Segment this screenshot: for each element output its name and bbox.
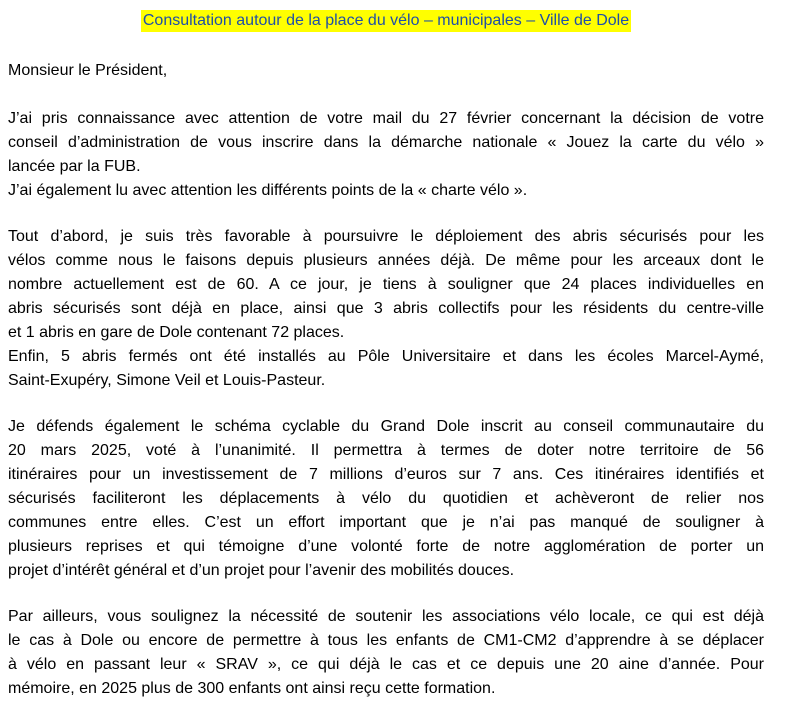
paragraph-associations [8,605,764,701]
text-line: Je défends également le schéma cyclable du Grand Dole inscrit au conseil communautaire du [8,418,764,435]
text-line: J’ai pris connaissance avec attention de votre mail du 27 février concernant la décision de votre [8,110,764,127]
text-line: Saint-Exupéry, Simone Veil et Louis-Pasteur. [8,372,326,389]
text-line: le cas à Dole ou encore de permettre à tous les enfants de CM1-CM2 d’apprendre à se déplacer [8,632,764,649]
text-line: abris sécurisés sont déjà en place, ainsi que 3 abris collectifs pour les résidents du centre-ville [8,300,764,317]
text-line: J’ai également lu avec attention les différents points de la « charte vélo ». [8,182,528,199]
text-line: lancée par la FUB. [8,158,141,175]
salutation: Monsieur le Président, [8,62,168,79]
text-line: sécurisés faciliteront les déplacements à vélo du quotidien et achèveront de relier nos [8,490,764,507]
paragraph-cycling-scheme [8,415,764,583]
text-line: vélos comme nous le faisons depuis plusieurs années déjà. De même pour les arceaux dont le [8,252,764,269]
letter-page [8,0,764,701]
text-line: mémoire, en 2025 plus de 300 enfants ont ainsi reçu cette formation. [8,680,496,697]
text-line: Enfin, 5 abris fermés ont été installés au Pôle Universitaire et dans les écoles Marcel-Aymé, [8,348,764,365]
paragraph-bike-shelters [8,225,764,393]
text-line: Tout d’abord, je suis très favorable à poursuivre le déploiement des abris sécurisés pour les [8,228,764,245]
text-line: communes entre elles. C’est un effort important que je n’ai pas manqué de souligner à [8,514,764,531]
title-bar [8,0,764,38]
text-line: nombre actuellement est de 60. A ce jour, je tiens à souligner que 24 places individuelles en [8,276,764,293]
text-line: plusieurs reprises et qui témoigne d’une volonté forte de notre agglomération de porter un [8,538,764,555]
text-line: projet d’intérêt général et d’un projet pour l’avenir des mobilités douces. [8,562,515,579]
text-line: et 1 abris en gare de Dole contenant 72 places. [8,324,345,341]
document-title: Consultation autour de la place du vélo – municipales – Ville de Dole [141,10,631,32]
text-line: à vélo en passant leur « SRAV », ce qui déjà le cas et ce depuis une 20 aine d’année. Pour [8,656,764,673]
paragraph-acknowledgement [8,107,764,203]
text-line: conseil d’administration de vous inscrire dans la démarche nationale « Jouez la carte du vélo » [8,134,764,151]
text-line: itinéraires pour un investissement de 7 millions d’euros sur 7 ans. Ces itinéraires identifiés et [8,466,764,483]
text-line: 20 mars 2025, voté à l’unanimité. Il permettra à termes de doter notre territoire de 56 [8,442,764,459]
text-line: Par ailleurs, vous soulignez la nécessité de soutenir les associations vélo locale, ce qui est déjà [8,608,764,625]
